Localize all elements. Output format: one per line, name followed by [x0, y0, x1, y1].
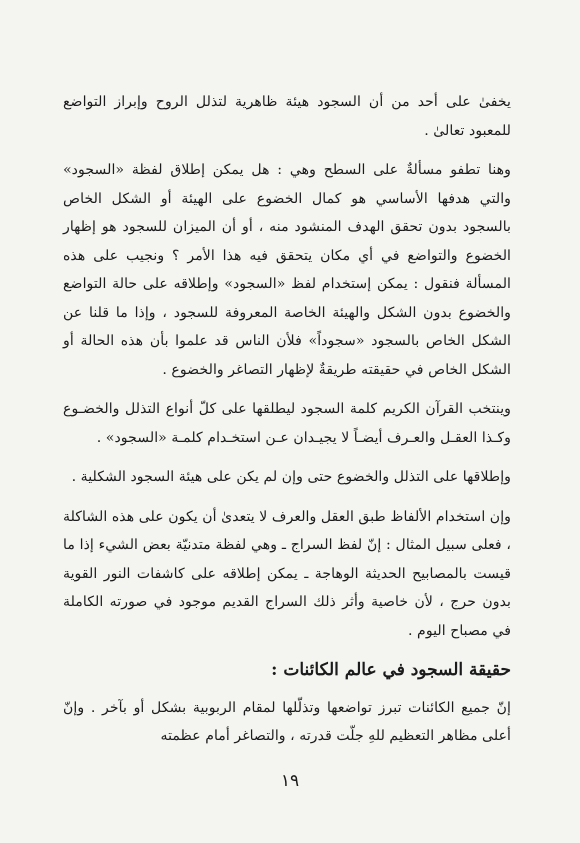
paragraph-3: وينتخب القرآن الكريم كلمة السجود ليطلقها على كلّ أنواع التذلل والخضـوع وكـذا العقـل والعـرف أيضـاً لا يجيـدان عـن استخـدام كلمـة «السجود» .: [63, 401, 511, 446]
paragraph-5: وإن استخدام الألفاظ طبق العقل والعرف لا يتعدىٰ أن يكون على هذه الشاكلة ، فعلى سبيل المثال : إنّ لفظ السراج ـ وهي لفظة متدنيّة بعض الشيء إذا ما قيست بالمصابيح الحديثة الوهاجة ـ يمكن إطلاقه على كاشفات النور القوية بدون حرج ، لأن خاصية وأثر ذلك السراج القديم موجود في صورته الكاملة في مصباح اليوم .: [63, 508, 511, 639]
paragraph-1: يخفىٰ على أحد من أن السجود هيئة ظاهرية لتذلل الروح وإبراز التواضع للمعبود تعالىٰ .: [63, 94, 511, 139]
page-number: ١٩: [280, 771, 300, 791]
paragraph-4: وإطلاقها على التذلل والخضوع حتى وإن لم يكن على هيئة السجود الشكلية .: [71, 469, 511, 485]
paragraph-6: إنّ جميع الكائنات تبرز تواضعها وتذلّلها لمقام الربوبية بشكل أو بآخر . وإنّ أعلى مظاهر التعظيم للهِ جلّت قدرته ، والتصاغر أمام عظمته: [63, 699, 511, 744]
page-body: [63, 88, 511, 762]
paragraph-2: وهنا تطفو مسألةٌ على السطح وهي : هل يمكن إطلاق لفظة «السجود» والتي هدفها الأساسي هو كمال الخضوع على الهيئة أو الشكل الخاص بالسجود بدون تحقق الهدف المنشود منه ، أو أن الميزان للسجود هو إظهار الخضوع والتواضع في أي مكان يتحقق فيه هذا الأمر ؟ ونجيب على هذه المسألة فنقول : يمكن إستخدام لفظ «السجود» وإطلاقه على حالة التواضع والخضوع بدون الشكل والهيئة الخاصة المعروفة للسجود ، وإذا ما قلنا عن الشكل الخاص بالسجود «سجوداً» فلأن الناس قد علموا بأن هذه الحالة أو الشكل الخاص في حقيقته طريقةٌ لإظهار التصاغر والخضوع .: [63, 162, 511, 378]
section-heading: حقيقة السجود في عالم الكائنات :: [271, 660, 511, 680]
